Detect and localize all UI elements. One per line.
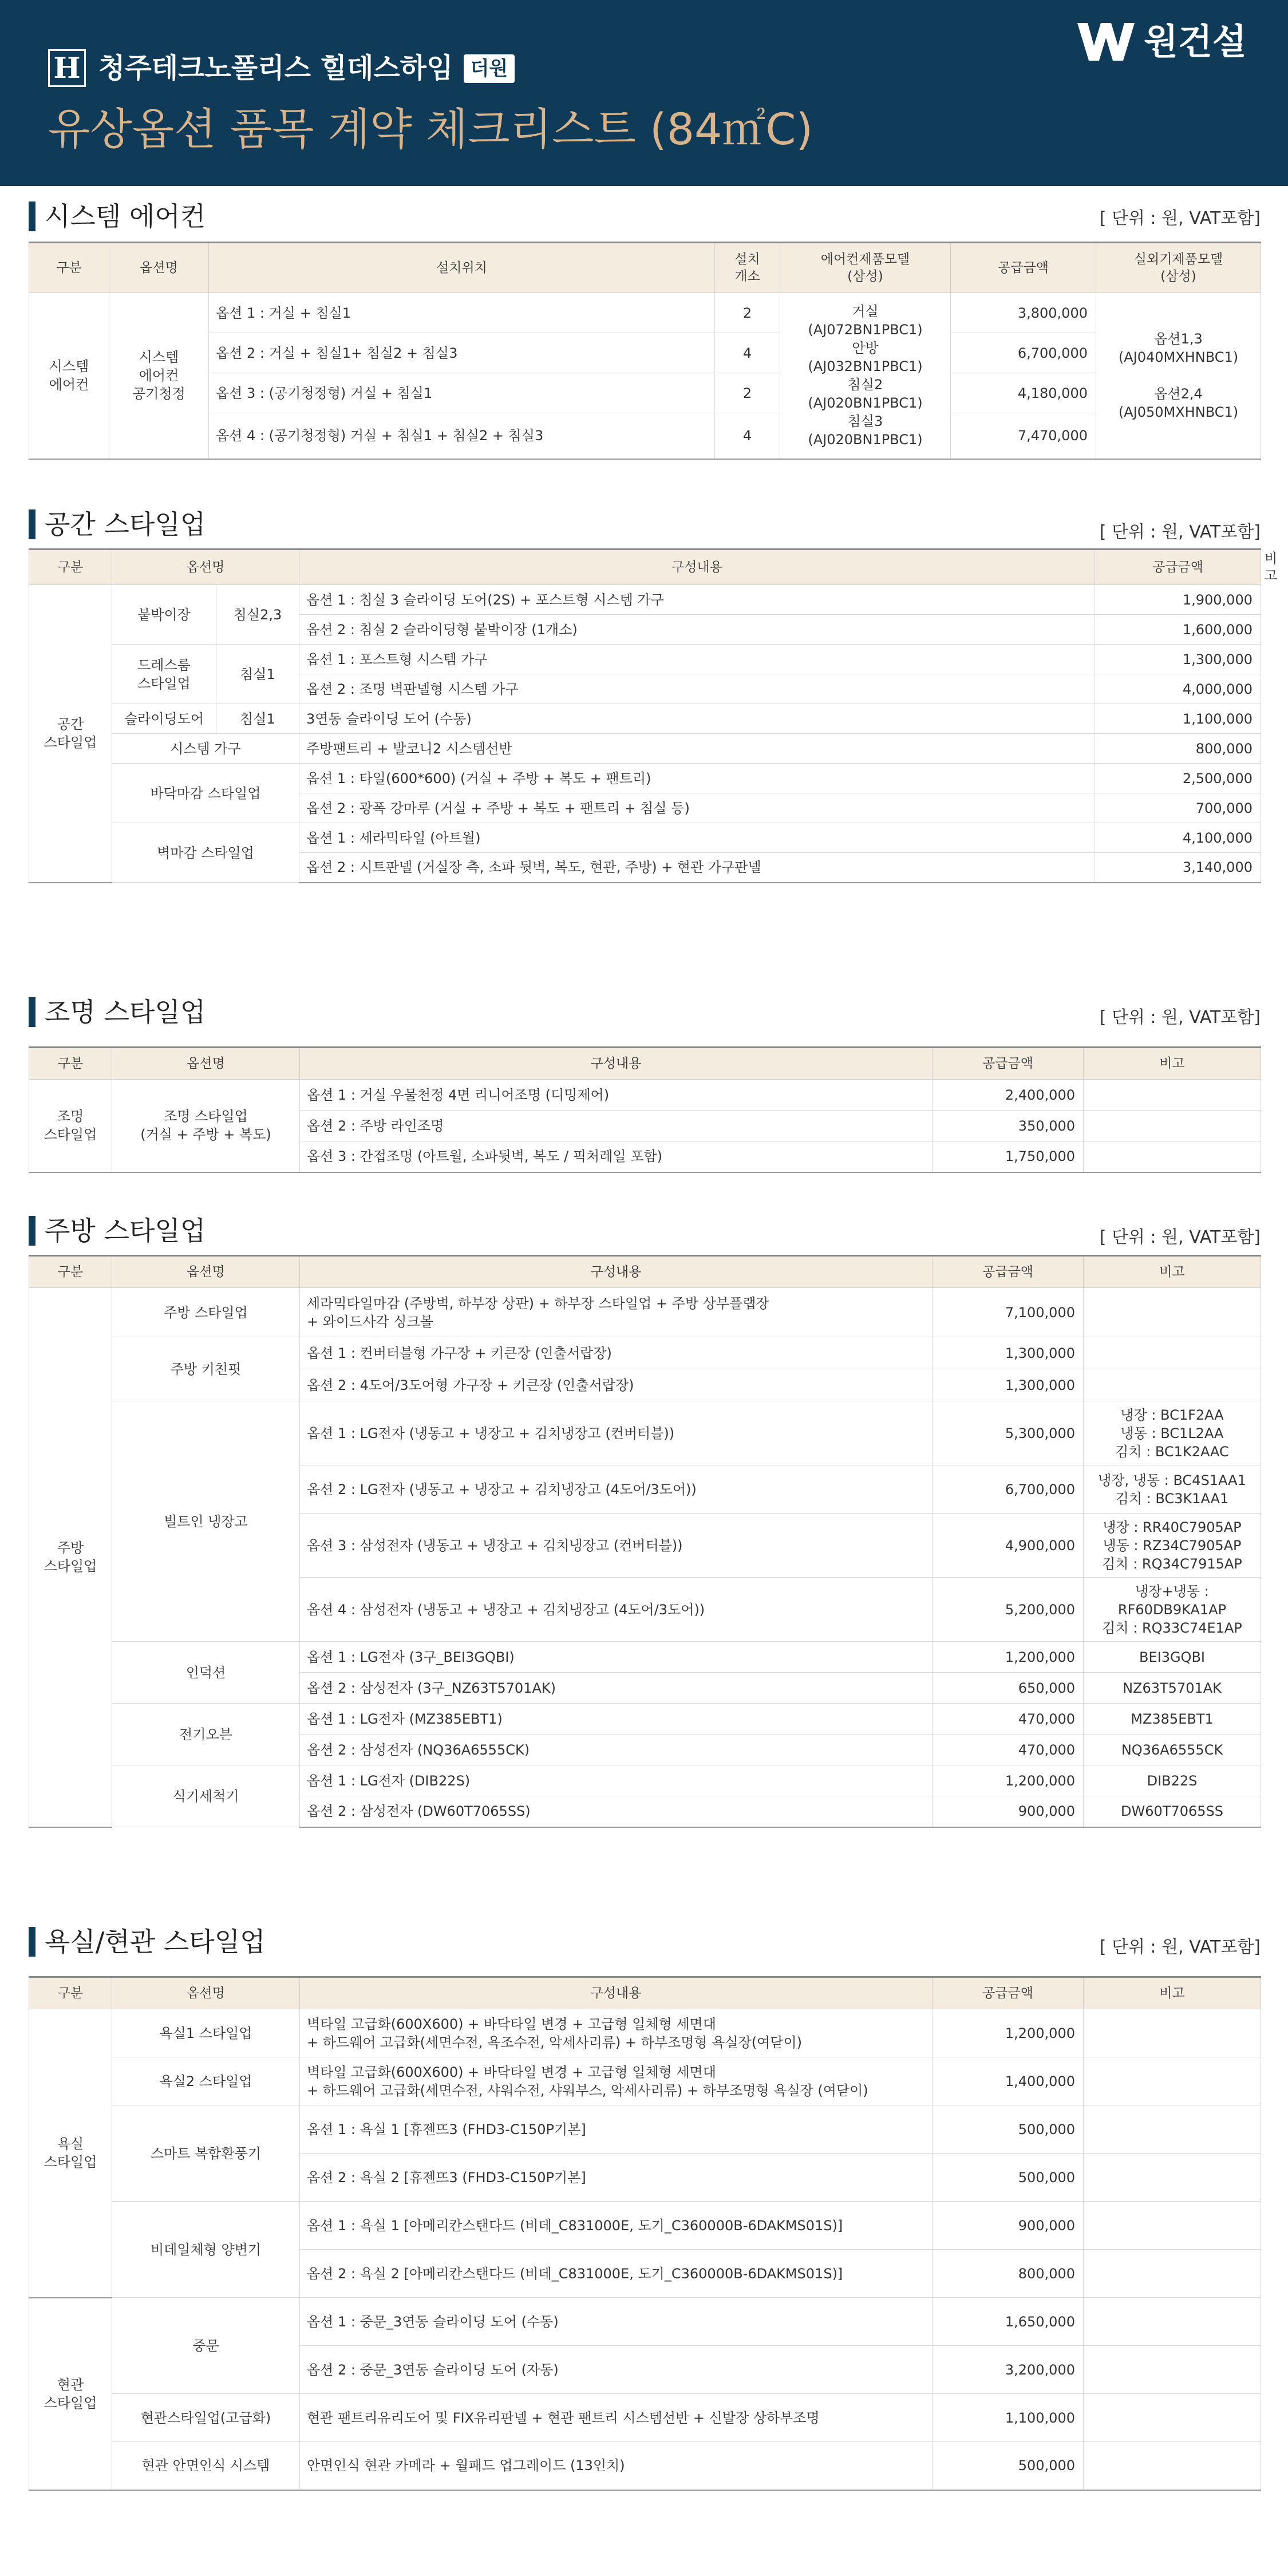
price-cell: 1,750,000 — [933, 1141, 1084, 1172]
content-cell: 옵션 4 : 삼성전자 (냉동고 + 냉장고 + 김치냉장고 (4도어/3도어)) — [300, 1578, 933, 1642]
price-cell: 350,000 — [933, 1111, 1084, 1141]
option-name-cell: 전기오븐 — [112, 1704, 300, 1765]
option-name-cell: 욕실1 스타일업 — [112, 2009, 300, 2057]
category-cell: 주방 스타일업 — [29, 1288, 112, 1827]
content-cell: 옵션 3 : 삼성전자 (냉동고 + 냉장고 + 김치냉장고 (컨버터블)) — [300, 1514, 933, 1578]
price-cell: 5,200,000 — [933, 1578, 1084, 1642]
option-name-cell: 조명 스타일업 (거실 + 주방 + 복도) — [112, 1080, 300, 1172]
content-cell: 옵션 1 : 타일(600*600) (거실 + 주방 + 복도 + 팬트리) — [299, 764, 1095, 793]
unit-label-kitchen: [ 단위 : 원, VAT포함] — [1099, 1227, 1261, 1247]
column-header: 공급금액 — [933, 1977, 1084, 2009]
content-cell: 옵션 2 : 삼성전자 (3구_NZ63T5701AK) — [300, 1673, 933, 1704]
location-cell: 옵션 4 : (공기청정형) 거실 + 침실1 + 침실2 + 침실3 — [209, 413, 715, 459]
content-cell: 옵션 2 : 침실 2 슬라이딩형 붙박이장 (1개소) — [299, 615, 1095, 645]
column-header: 구성내용 — [300, 1256, 933, 1288]
unit-label-lighting: [ 단위 : 원, VAT포함] — [1099, 1008, 1261, 1028]
column-header: 옵션명 — [112, 550, 299, 585]
location-cell: 옵션 3 : (공기청정형) 거실 + 침실1 — [209, 373, 715, 413]
project-name-text: 청주테크노폴리스 힐데스하임 — [98, 52, 453, 84]
content-cell: 옵션 2 : 조명 벽판넬형 시스템 가구 — [299, 674, 1095, 704]
content-cell: 옵션 1 : LG전자 (MZ385EBT1) — [300, 1704, 933, 1735]
page-header — [0, 0, 1288, 186]
table-row — [29, 2298, 1261, 2346]
aircon-table — [29, 242, 1261, 460]
column-header: 실외기제품모델 (삼성) — [1096, 243, 1261, 293]
content-cell: 현관 팬트리유리도어 및 FIX유리판넬 + 현관 팬트리 시스템선반 + 신발장 상하부조명 — [300, 2394, 933, 2442]
content-cell: 옵션 2 : 욕실 2 [아메리칸스탠다드 (비데_C831000E, 도기_C360000B-6DAKMS01S)] — [300, 2250, 933, 2298]
content-cell: 옵션 2 : 삼성전자 (DW60T7065SS) — [300, 1796, 933, 1827]
table-row — [29, 1704, 1261, 1735]
price-cell: 500,000 — [933, 2442, 1084, 2490]
price-cell: 2,400,000 — [933, 1080, 1084, 1111]
column-header: 비고 — [1084, 1977, 1261, 2009]
column-header: 구분 — [29, 1977, 112, 2009]
price-cell: 4,100,000 — [1095, 823, 1261, 853]
price-cell: 1,300,000 — [933, 1337, 1084, 1369]
content-cell: 옵션 3 : 간접조명 (아트월, 소파뒷벽, 복도 / 픽처레일 포함) — [300, 1141, 933, 1172]
note-cell — [1084, 1080, 1261, 1111]
price-cell: 2,500,000 — [1095, 764, 1261, 793]
note-cell: DW60T7065SS — [1084, 1796, 1261, 1827]
content-cell: 옵션 1 : 중문_3연동 슬라이딩 도어 (수동) — [300, 2298, 933, 2346]
price-cell: 3,200,000 — [933, 2346, 1084, 2394]
option-name-cell: 비데일체형 양변기 — [112, 2202, 300, 2298]
note-cell — [1084, 2154, 1261, 2202]
note-cell — [1084, 2442, 1261, 2490]
table-row — [29, 2442, 1261, 2490]
note-cell — [1084, 2394, 1261, 2442]
column-header: 에어컨제품모델 (삼성) — [780, 243, 951, 293]
table-row — [29, 1765, 1261, 1796]
table-row — [29, 333, 1261, 373]
column-header: 구성내용 — [300, 1977, 933, 2009]
table-row — [29, 585, 1261, 615]
content-cell: 옵션 1 : 컨버터블형 가구장 + 키큰장 (인출서랍장) — [300, 1337, 933, 1369]
w-logo-icon — [1076, 21, 1136, 63]
column-header: 구분 — [29, 550, 112, 585]
note-cell — [1084, 2009, 1261, 2057]
table-row — [29, 2394, 1261, 2442]
column-header: 구성내용 — [299, 550, 1095, 585]
price-cell: 1,300,000 — [933, 1369, 1084, 1401]
note-cell: 냉장 : BC1F2AA 냉동 : BC1L2AA 김치 : BC1K2AAC — [1084, 1401, 1261, 1465]
content-cell: 옵션 2 : 광폭 강마루 (거실 + 주방 + 복도 + 팬트리 + 침실 등) — [299, 793, 1095, 823]
price-cell: 3,800,000 — [951, 293, 1096, 333]
price-cell: 1,300,000 — [1095, 645, 1261, 674]
option-name-cell: 스마트 복합환풍기 — [112, 2105, 300, 2202]
note-cell — [1084, 2298, 1261, 2346]
option-name-cell: 시스템 가구 — [112, 734, 299, 764]
content-cell: 옵션 2 : 삼성전자 (NQ36A6555CK) — [300, 1735, 933, 1765]
project-badge: 더원 — [464, 54, 515, 83]
table-row — [29, 734, 1261, 764]
column-header: 공급금액 — [951, 243, 1096, 293]
column-header: 비고 — [1084, 1048, 1261, 1080]
price-cell: 700,000 — [1095, 793, 1261, 823]
column-header: 설치 개소 — [715, 243, 780, 293]
category-cell: 공간 스타일업 — [29, 585, 112, 883]
price-cell: 4,180,000 — [951, 373, 1096, 413]
column-header: 옵션명 — [112, 1977, 300, 2009]
price-cell: 900,000 — [933, 1796, 1084, 1827]
price-cell: 1,600,000 — [1095, 615, 1261, 645]
column-header: 구분 — [29, 243, 109, 293]
price-cell: 7,100,000 — [933, 1288, 1084, 1337]
column-header: 구성내용 — [300, 1048, 933, 1080]
table-row — [29, 413, 1261, 459]
note-cell: 냉장, 냉동 : BC4S1AA1 김치 : BC3K1AA1 — [1084, 1465, 1261, 1514]
option-name-cell: 벽마감 스타일업 — [112, 823, 299, 883]
note-cell — [1084, 2057, 1261, 2105]
table-row — [29, 2105, 1261, 2154]
table-row — [29, 645, 1261, 674]
content-cell: 옵션 2 : 4도어/3도어형 가구장 + 키큰장 (인출서랍장) — [300, 1369, 933, 1401]
count-cell: 2 — [715, 293, 780, 333]
table-row — [29, 1642, 1261, 1673]
option-name-cell: 중문 — [112, 2298, 300, 2394]
option-room-cell: 침실2,3 — [216, 585, 299, 645]
note-cell — [1084, 2250, 1261, 2298]
note-cell — [1084, 2346, 1261, 2394]
content-cell: 옵션 2 : 중문_3연동 슬라이딩 도어 (자동) — [300, 2346, 933, 2394]
price-cell: 4,900,000 — [933, 1514, 1084, 1578]
section-title-aircon: 시스템 에어컨 — [29, 199, 206, 234]
price-cell: 1,200,000 — [933, 1765, 1084, 1796]
price-cell: 470,000 — [933, 1704, 1084, 1735]
price-cell: 650,000 — [933, 1673, 1084, 1704]
content-cell: 벽타일 고급화(600X600) + 바닥타일 변경 + 고급형 일체형 세면대 + 하드웨어 고급화(세면수전, 샤워수전, 샤워부스, 악세사리류) + 하부조명형 욕실장 (여닫이) — [300, 2057, 933, 2105]
column-header: 공급금액 — [933, 1048, 1084, 1080]
note-cell: DIB22S — [1084, 1765, 1261, 1796]
note-cell: BEI3GQBI — [1084, 1642, 1261, 1673]
content-cell: 옵션 2 : 욕실 2 [휴젠뜨3 (FHD3-C150P기본] — [300, 2154, 933, 2202]
option-name-cell: 주방 키친핏 — [112, 1337, 300, 1401]
unit-label-bath: [ 단위 : 원, VAT포함] — [1099, 1937, 1261, 1957]
note-cell: 냉장 : RR40C7905AP 냉동 : RZ34C7905AP 김치 : RQ34C7915AP — [1084, 1514, 1261, 1578]
column-header: 비고 — [1084, 1256, 1261, 1288]
option-room-cell: 침실1 — [216, 645, 299, 704]
note-cell: NQ36A6555CK — [1084, 1735, 1261, 1765]
option-name-cell: 붙박이장 — [112, 585, 216, 645]
note-cell — [1084, 1111, 1261, 1141]
note-cell — [1084, 2202, 1261, 2250]
note-cell — [1084, 1337, 1261, 1369]
price-cell: 1,100,000 — [1095, 704, 1261, 734]
option-name-cell: 드레스룸 스타일업 — [112, 645, 216, 704]
column-header: 공급금액 — [933, 1256, 1084, 1288]
price-cell: 1,100,000 — [933, 2394, 1084, 2442]
count-cell: 2 — [715, 373, 780, 413]
price-cell: 1,200,000 — [933, 1642, 1084, 1673]
column-header: 구분 — [29, 1048, 112, 1080]
content-cell: 벽타일 고급화(600X600) + 바닥타일 변경 + 고급형 일체형 세면대 + 하드웨어 고급화(세면수전, 욕조수전, 악세사리류) + 하부조명형 욕실장(여닫이) — [300, 2009, 933, 2057]
option-name-cell: 식기세척기 — [112, 1765, 300, 1827]
section-title-bath: 욕실/현관 스타일업 — [29, 1925, 266, 1959]
content-cell: 옵션 2 : 주방 라인조명 — [300, 1111, 933, 1141]
column-header: 옵션명 — [112, 1048, 300, 1080]
price-cell: 1,200,000 — [933, 2009, 1084, 2057]
note-cell — [1084, 2105, 1261, 2154]
price-cell: 800,000 — [933, 2250, 1084, 2298]
table-row — [29, 1401, 1261, 1465]
option-name-cell: 시스템 에어컨 공기청정 — [109, 293, 209, 459]
bath-table — [29, 1976, 1261, 2491]
location-cell: 옵션 2 : 거실 + 침실1+ 침실2 + 침실3 — [209, 333, 715, 373]
option-name-cell: 슬라이딩도어 — [112, 704, 216, 734]
column-header: 옵션명 — [109, 243, 209, 293]
location-cell: 옵션 1 : 거실 + 침실1 — [209, 293, 715, 333]
indoor-model-cell: 거실 (AJ072BN1PBC1) 안방 (AJ032BN1PBC1) 침실2 (AJ020BN1PBC1) 침실3 (AJ020BN1PBC1) — [780, 293, 951, 459]
note-cell — [1084, 1141, 1261, 1172]
project-logo: H — [48, 49, 86, 87]
section-title-kitchen: 주방 스타일업 — [29, 1214, 206, 1248]
column-header: 공급금액 — [1095, 550, 1261, 585]
unit-label-space: [ 단위 : 원, VAT포함] — [1099, 522, 1261, 542]
option-name-cell: 빌트인 냉장고 — [112, 1401, 300, 1642]
content-cell: 주방팬트리 + 발코니2 시스템선반 — [299, 734, 1095, 764]
count-cell: 4 — [715, 333, 780, 373]
unit-label-aircon: [ 단위 : 원, VAT포함] — [1099, 208, 1261, 228]
space-table: 구분 옵션명 구성내용 공급금액 비고 공간 스타일업 붙박이장 침실2,3 옵션 1 : 침실 3 슬라이딩 도어(2S) + 포스트형 시스템 가구 1,900,000 옵션 2 : 침실 2 슬라이딩형 붙박이장 (1개소) 1,600,000 드레스룸 스타일업 침실1 옵션 1 : 포스트형 시스템 가구 1,300,000 옵션 2 : 조명 벽판넬형 시스템 가구 4,000,000 슬라이딩도어 침실1 3연동 슬라이딩 도어 (수동) 1,100,000 시스템 가구 주방팬트리 + 발코니2 시스템선반 800,000 바닥마감 스타일업 옵션 1 : 타일(600*600) (거실 + 주방 + 복도 + 팬트리) 2,500,000 옵션 2 : 광폭 강마루 (거실 + 주방 + 복도 + 팬트리 + 침실 등) 700,000 벽마감 스타일업 옵션 1 : 세라믹타일 (아트월) 4,100,000 옵션 2 : 시트판넬 (거실장 측, 소파 뒷벽, 복도, 현관, 주방) + 현관 가구판넬 3,140,000 — [29, 548, 1261, 883]
content-cell: 옵션 1 : 침실 3 슬라이딩 도어(2S) + 포스트형 시스템 가구 — [299, 585, 1095, 615]
table-row — [29, 1080, 1261, 1111]
option-name-cell: 현관스타일업(고급화) — [112, 2394, 300, 2442]
category-cell: 현관 스타일업 — [29, 2298, 112, 2490]
table-row — [29, 2009, 1261, 2057]
content-cell: 옵션 1 : LG전자 (냉동고 + 냉장고 + 김치냉장고 (컨버터블)) — [300, 1401, 933, 1465]
project-name — [98, 49, 515, 87]
content-cell: 옵션 1 : 세라믹타일 (아트월) — [299, 823, 1095, 853]
category-cell: 시스템 에어컨 — [29, 293, 109, 459]
note-cell: MZ385EBT1 — [1084, 1704, 1261, 1735]
note-cell — [1084, 1288, 1261, 1337]
column-header: 옵션명 — [112, 1256, 300, 1288]
page-title: 유상옵션 품목 계약 체크리스트 (84㎡C) — [48, 104, 813, 155]
price-cell: 1,400,000 — [933, 2057, 1084, 2105]
price-cell: 3,140,000 — [1095, 853, 1261, 883]
price-cell: 5,300,000 — [933, 1401, 1084, 1465]
column-header: 구분 — [29, 1256, 112, 1288]
lighting-table — [29, 1046, 1261, 1173]
section-title-lighting: 조명 스타일업 — [29, 995, 206, 1029]
table-row — [29, 2202, 1261, 2250]
content-cell: 옵션 1 : LG전자 (3구_BEI3GQBI) — [300, 1642, 933, 1673]
kitchen-table — [29, 1255, 1261, 1828]
price-cell: 6,700,000 — [933, 1465, 1084, 1514]
price-cell: 4,000,000 — [1095, 674, 1261, 704]
content-cell: 옵션 1 : 욕실 1 [아메리칸스탠다드 (비데_C831000E, 도기_C360000B-6DAKMS01S)] — [300, 2202, 933, 2250]
outdoor-model-cell: 옵션1,3 (AJ040MXHNBC1) 옵션2,4 (AJ050MXHNBC1) — [1096, 293, 1261, 459]
option-name-cell: 인덕션 — [112, 1642, 300, 1704]
table-row — [29, 1337, 1261, 1369]
category-cell: 조명 스타일업 — [29, 1080, 112, 1172]
content-cell: 옵션 1 : 거실 우물천정 4면 리니어조명 (디밍제어) — [300, 1080, 933, 1111]
price-cell: 500,000 — [933, 2105, 1084, 2154]
table-row — [29, 2057, 1261, 2105]
content-cell: 옵션 2 : 시트판넬 (거실장 측, 소파 뒷벽, 복도, 현관, 주방) + 현관 가구판넬 — [299, 853, 1095, 883]
table-row — [29, 293, 1261, 333]
column-header: 설치위치 — [209, 243, 715, 293]
section-title-space: 공간 스타일업 — [29, 507, 206, 542]
option-name-cell: 욕실2 스타일업 — [112, 2057, 300, 2105]
count-cell: 4 — [715, 413, 780, 459]
table-row — [29, 373, 1261, 413]
price-cell: 900,000 — [933, 2202, 1084, 2250]
price-cell: 6,700,000 — [951, 333, 1096, 373]
option-name-cell: 바닥마감 스타일업 — [112, 764, 299, 823]
content-cell: 안면인식 현관 카메라 + 월패드 업그레이드 (13인치) — [300, 2442, 933, 2490]
category-cell: 욕실 스타일업 — [29, 2009, 112, 2298]
price-cell: 470,000 — [933, 1735, 1084, 1765]
table-row — [29, 764, 1261, 793]
content-cell: 옵션 1 : 욕실 1 [휴젠뜨3 (FHD3-C150P기본] — [300, 2105, 933, 2154]
table-row — [29, 1288, 1261, 1337]
content-cell: 옵션 2 : LG전자 (냉동고 + 냉장고 + 김치냉장고 (4도어/3도어)) — [300, 1465, 933, 1514]
content-cell: 세라믹타일마감 (주방벽, 하부장 상판) + 하부장 스타일업 + 주방 상부플랩장 + 와이드사각 싱크볼 — [300, 1288, 933, 1337]
price-cell: 1,650,000 — [933, 2298, 1084, 2346]
price-cell: 500,000 — [933, 2154, 1084, 2202]
content-cell: 옵션 1 : 포스트형 시스템 가구 — [299, 645, 1095, 674]
price-cell: 1,900,000 — [1095, 585, 1261, 615]
table-row — [29, 704, 1261, 734]
content-cell: 3연동 슬라이딩 도어 (수동) — [299, 704, 1095, 734]
option-name-cell: 현관 안면인식 시스템 — [112, 2442, 300, 2490]
content-cell: 옵션 1 : LG전자 (DIB22S) — [300, 1765, 933, 1796]
price-cell: 7,470,000 — [951, 413, 1096, 459]
brand-name: 원건설 — [1144, 21, 1247, 62]
note-cell — [1084, 1369, 1261, 1401]
note-cell: 냉장+냉동 : RF60DB9KA1AP 김치 : RQ33C74E1AP — [1084, 1578, 1261, 1642]
table-row — [29, 823, 1261, 853]
note-cell: NZ63T5701AK — [1084, 1673, 1261, 1704]
option-name-cell: 주방 스타일업 — [112, 1288, 300, 1337]
option-room-cell: 침실1 — [216, 704, 299, 734]
price-cell: 800,000 — [1095, 734, 1261, 764]
